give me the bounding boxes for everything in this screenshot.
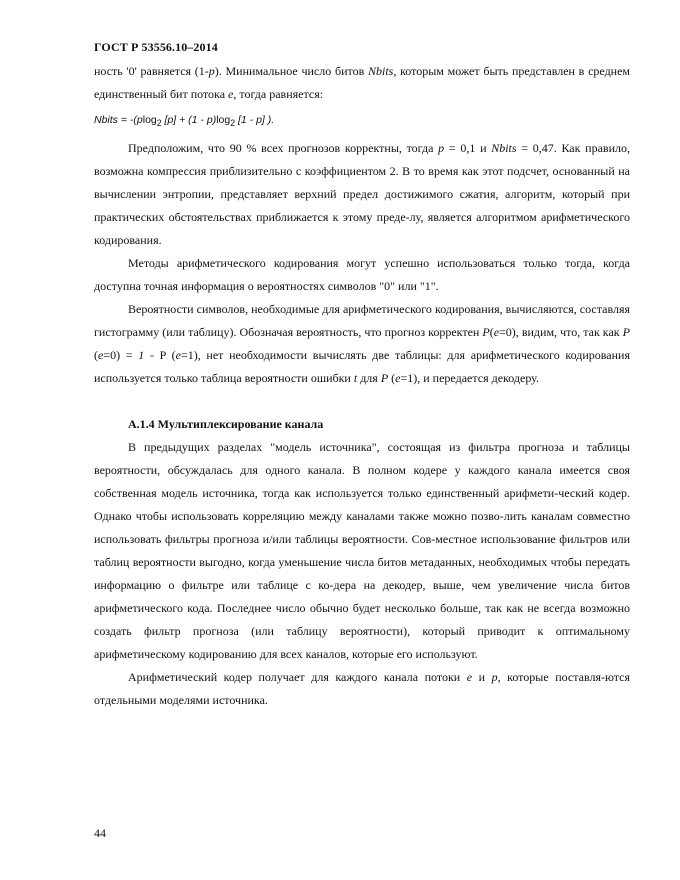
var-p: p — [208, 64, 215, 78]
paragraph-symbol-probabilities: Вероятности символов, необходимые для арифметического кодирования, вычисляются, составляя гистограмму (или таблицу). Обозначая вероятность, что прогноз корректен P(e=0), видим, что, так как P (e=0) = 1 - P (e=1), нет необходимости вычислять две таблицы: для арифметического кодирования используется только таблица вероятности ошибки t для P (e=1), и передается декодеру. — [94, 302, 630, 386]
text-run: ). Минимальное число битов — [214, 64, 368, 78]
document-header: ГОСТ Р 53556.10–2014 — [94, 40, 218, 54]
page-body — [94, 60, 630, 712]
section-heading: А.1.4 Мультиплексирование канала — [128, 417, 324, 432]
text-run: , тогда равняется: — [233, 87, 324, 101]
text-run: ность '0' равняется (1- — [94, 64, 209, 78]
paragraph-prediction-example: Предположим, что 90 % всех прогнозов корректны, тогда p = 0,1 и Nbits = 0,47. Как правило, возможна компрессия приблизительно с коэффициентом 2. В то время как этот подсчет, основанный на вычислении энтропии, представляет верхний предел достижимого сжатия, алгоритм, который при практических обстоятельствах приближается к этому преде-лу, является алгоритмом арифметического кодирования. — [94, 141, 630, 248]
paragraph-continuation — [94, 60, 630, 106]
text-run: , которым может быть представлен в среднем единственный бит потока — [94, 64, 631, 101]
paragraph-arithmetic-methods: Методы арифметического кодирования могут успешно использоваться только тогда, когда доступна точная информация о вероятностях символов "0" или "1". — [94, 256, 630, 294]
var-e: e — [228, 87, 234, 101]
var-nbits: Nbits — [368, 64, 394, 78]
entropy-formula: Nbits = -(plog$_2$ $[p] + (1 - p)\log_2$ [1 - p] ). — [94, 114, 275, 129]
page-number: 44 — [94, 826, 106, 840]
paragraph-channel-multiplexing: В предыдущих разделах "модель источника", состоящая из фильтра прогноза и таблицы вероятности, обсуждалась для одного канала. В полном кодере у каждого канала имеется своя собственная модель источника, тогда как используется только единственный арифмети-ческий кодер. Однако чтобы использовать корреляцию между каналами также можно позво-лить каналам совместно использовать фильтры прогноза и/или таблицы вероятности. Сов-местное использование фильтров или таблиц вероятности выгодно, когда уменьшение числа битов метаданных, необходимых чтобы передать информацию о фильтре или таблице с ко-дера на декодер, выше, чем увеличение числа битов арифметического кода. Последнее число обычно будет несколько больше, так как не всегда возможно создать фильтр прогноза (или таблицу вероятности), который приводит к оптимальному арифметическому кодированию для всех каналов, которые его используют. — [94, 440, 630, 662]
paragraph-arithmetic-coder: Арифметический кодер получает для каждого канала потоки e и p, которые поставля-ются отдельными моделями источника. — [94, 670, 631, 708]
